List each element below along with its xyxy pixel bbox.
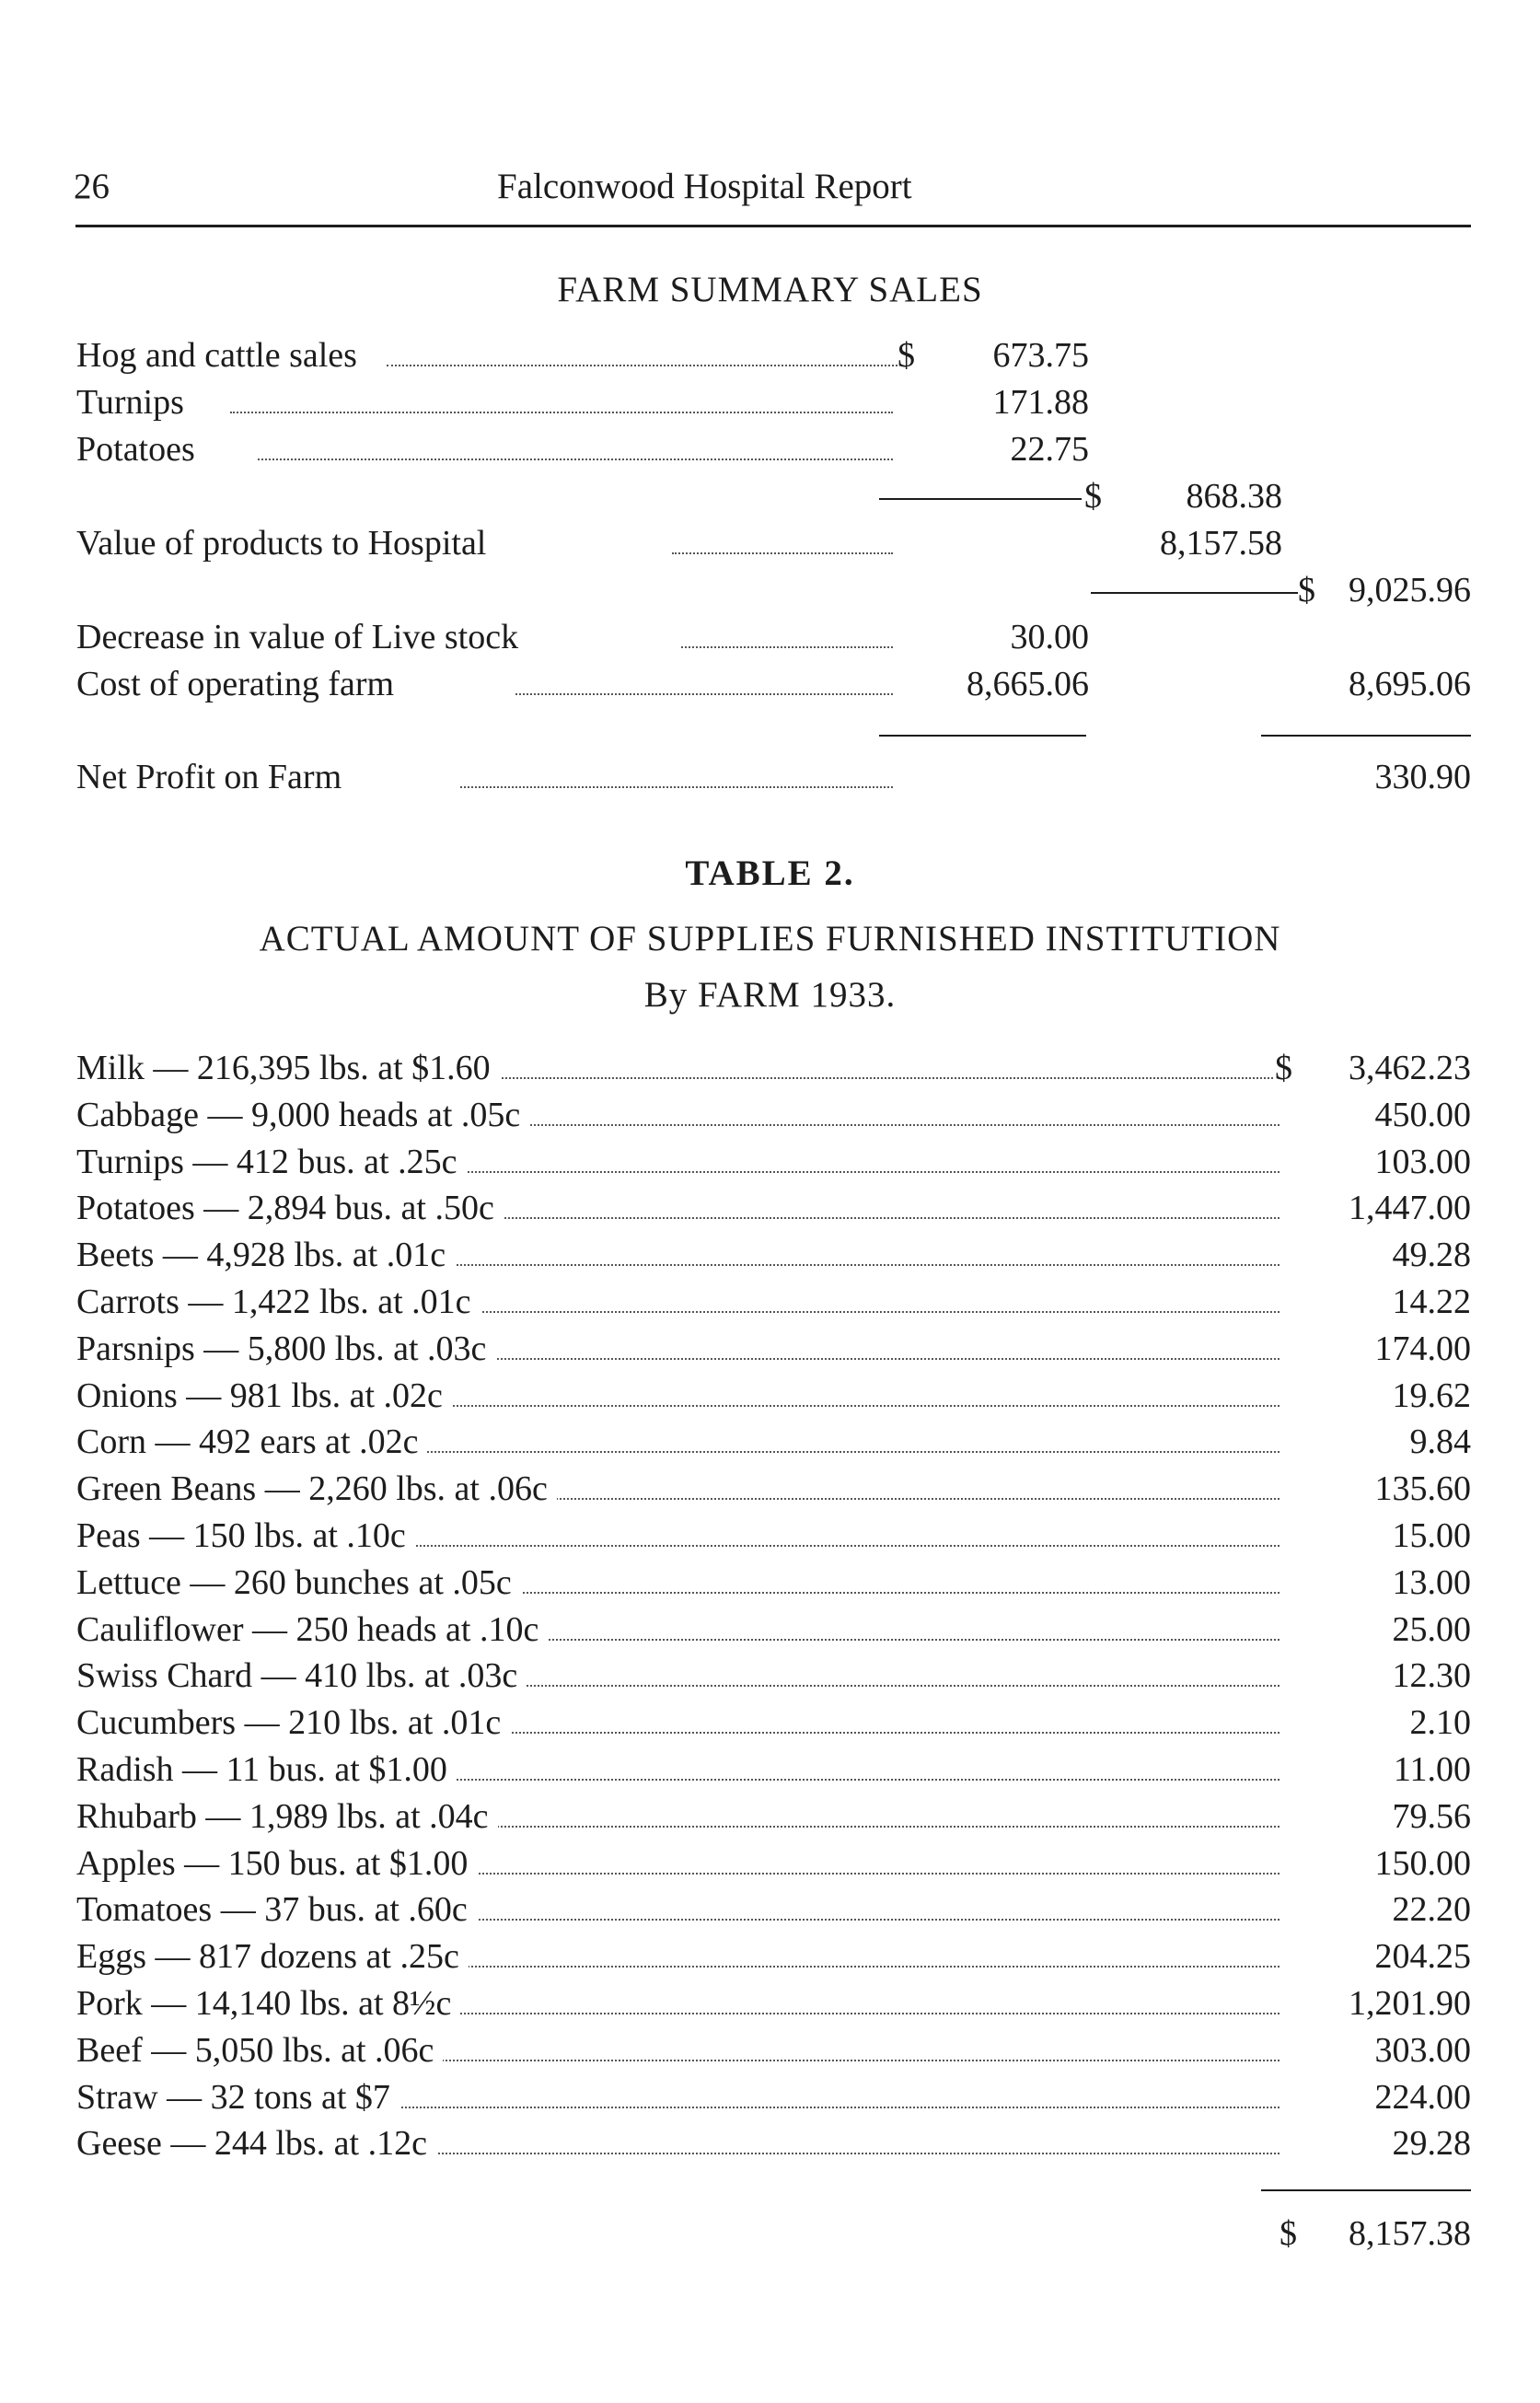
- row-label: Decrease in value of Live stock: [76, 617, 527, 657]
- summary-row-subtotal: [0, 476, 1540, 517]
- table-row: [0, 1095, 1540, 1135]
- item-amount: 22.20: [1385, 1889, 1472, 1930]
- total-rule: [1091, 592, 1298, 594]
- item-label: Pork — 14,140 lbs. at 8½c: [76, 1983, 460, 2024]
- table-row: [0, 1562, 1540, 1603]
- item-amount: 25.00: [1385, 1609, 1472, 1650]
- item-label: Cabbage — 9,000 heads at .05c: [76, 1095, 529, 1135]
- leader-dots: [387, 365, 897, 366]
- row-amount: 330.90: [1374, 758, 1471, 796]
- item-label: Carrots — 1,422 lbs. at .01c: [76, 1282, 481, 1322]
- running-title: Falconwood Hospital Report: [497, 167, 912, 206]
- currency-sign: $: [897, 336, 915, 375]
- table-subheading: ACTUAL AMOUNT OF SUPPLIES FURNISHED INSTITUTION: [259, 919, 1281, 958]
- table-row: [0, 1188, 1540, 1228]
- summary-row-net-profit: [0, 757, 1540, 797]
- item-amount: 11.00: [1386, 1749, 1471, 1790]
- item-label: Straw — 32 tons at $7: [76, 2077, 399, 2118]
- table-row: [0, 1749, 1540, 1790]
- table-row: [0, 2030, 1540, 2071]
- table-row: [0, 1468, 1540, 1509]
- leader-dots: [515, 693, 893, 695]
- item-amount: 174.00: [1368, 1329, 1472, 1369]
- leader-dots: [230, 412, 893, 413]
- item-amount: 12.30: [1385, 1655, 1472, 1696]
- row-total: 8,695.06: [1349, 665, 1471, 703]
- item-label: Eggs — 817 dozens at .25c: [76, 1936, 469, 1977]
- row-amount: 9,025.96: [1349, 571, 1471, 609]
- item-label: Green Beans — 2,260 lbs. at .06c: [76, 1468, 557, 1509]
- item-label: Cucumbers — 210 lbs. at .01c: [76, 1702, 510, 1743]
- leader-dots: [460, 786, 893, 788]
- row-amount: 30.00: [1010, 618, 1089, 656]
- leader-dots: [258, 459, 893, 460]
- leader-dots: [672, 552, 893, 554]
- item-amount: 49.28: [1385, 1235, 1472, 1275]
- item-label: Geese — 244 lbs. at .12c: [76, 2123, 436, 2164]
- item-amount: 135.60: [1368, 1468, 1472, 1509]
- summary-row-decrease-livestock: [0, 617, 1540, 657]
- item-label: Peas — 150 lbs. at .10c: [76, 1515, 415, 1556]
- column-rule: [1261, 735, 1471, 737]
- table-row: [0, 1843, 1540, 1884]
- item-amount: 450.00: [1368, 1095, 1472, 1135]
- row-label: Hog and cattle sales: [76, 335, 366, 376]
- table-row: [0, 2077, 1540, 2118]
- item-amount: 29.28: [1385, 2123, 1472, 2164]
- row-amount: 8,665.06: [967, 665, 1089, 703]
- item-label: Tomatoes — 37 bus. at .60c: [76, 1889, 477, 1930]
- item-amount: 3,462.23: [1341, 1048, 1471, 1088]
- total-rule: [1261, 2189, 1471, 2191]
- item-label: Potatoes — 2,894 bus. at .50c: [76, 1188, 504, 1228]
- item-amount: 1,447.00: [1341, 1188, 1471, 1228]
- table-subheading-year: By FARM 1933.: [643, 975, 897, 1015]
- supplies-total: 8,157.38: [1349, 2214, 1471, 2253]
- item-label: Cauliflower — 250 heads at .10c: [76, 1609, 548, 1650]
- currency-sign: $: [1084, 477, 1102, 516]
- summary-row-hog-cattle: [0, 335, 1540, 376]
- currency-sign: $: [1279, 2214, 1297, 2253]
- item-amount: 13.00: [1385, 1562, 1472, 1603]
- item-label: Onions — 981 lbs. at .02c: [76, 1376, 452, 1416]
- farm-summary-heading: FARM SUMMARY SALES: [557, 270, 983, 309]
- column-rule: [879, 735, 1086, 737]
- item-label: Corn — 492 ears at .02c: [76, 1422, 427, 1462]
- table-row: [0, 1048, 1540, 1088]
- row-amount: 673.75: [992, 336, 1089, 375]
- item-label: Beets — 4,928 lbs. at .01c: [76, 1235, 455, 1275]
- table-row: [0, 2123, 1540, 2164]
- item-label: Beef — 5,050 lbs. at .06c: [76, 2030, 443, 2071]
- item-amount: 103.00: [1368, 1142, 1472, 1182]
- item-amount: 14.22: [1385, 1282, 1472, 1322]
- item-amount: 79.56: [1385, 1796, 1472, 1837]
- item-amount: 19.62: [1385, 1376, 1472, 1416]
- row-label: Potatoes: [76, 429, 204, 470]
- item-amount: 150.00: [1368, 1843, 1472, 1884]
- table-row: [0, 1609, 1540, 1650]
- item-label: Radish — 11 bus. at $1.00: [76, 1749, 457, 1790]
- page-number: 26: [74, 167, 110, 206]
- table-row: [0, 1376, 1540, 1416]
- item-amount: 2.10: [1403, 1702, 1472, 1743]
- supplies-total-row: [0, 2213, 1540, 2254]
- leader-dots: [681, 646, 893, 648]
- item-label: Lettuce — 260 bunches at .05c: [76, 1562, 521, 1603]
- table-row: [0, 1235, 1540, 1275]
- table-row: [0, 1655, 1540, 1696]
- summary-row-potatoes: [0, 429, 1540, 470]
- table-row: [0, 1422, 1540, 1462]
- currency-sign: $: [1298, 571, 1315, 609]
- table-row: [0, 1983, 1540, 2024]
- summary-row-cost-operating: [0, 664, 1540, 704]
- summary-row-turnips: [0, 382, 1540, 423]
- row-amount: 868.38: [1186, 477, 1282, 516]
- row-amount: 171.88: [992, 383, 1089, 422]
- item-amount: 303.00: [1368, 2030, 1472, 2071]
- item-amount: 15.00: [1385, 1515, 1472, 1556]
- table-row: [0, 1282, 1540, 1322]
- item-amount: 1,201.90: [1341, 1983, 1471, 2024]
- row-label: Turnips: [76, 382, 193, 423]
- table-row: [0, 1889, 1540, 1930]
- item-label: Turnips — 412 bus. at .25c: [76, 1142, 466, 1182]
- row-amount: 8,157.58: [1160, 524, 1282, 563]
- header-rule: [75, 225, 1471, 227]
- row-label: Cost of operating farm: [76, 664, 403, 704]
- item-amount: 224.00: [1368, 2077, 1472, 2118]
- item-label: Apples — 150 bus. at $1.00: [76, 1843, 477, 1884]
- table-row: [0, 1515, 1540, 1556]
- summary-row-total-income: [0, 570, 1540, 610]
- leader-dots: [276, 2107, 1279, 2108]
- table-row: [0, 1702, 1540, 1743]
- row-amount: 22.75: [1010, 430, 1089, 469]
- table-row: [0, 1796, 1540, 1837]
- item-label: Rhubarb — 1,989 lbs. at .04c: [76, 1796, 498, 1837]
- row-label: Value of products to Hospital: [76, 523, 495, 563]
- summary-row-value-products: [0, 523, 1540, 563]
- item-amount: 204.25: [1368, 1936, 1472, 1977]
- leader-dots: [276, 1545, 1279, 1547]
- item-label: Swiss Chard — 410 lbs. at .03c: [76, 1655, 527, 1696]
- item-label: Milk — 216,395 lbs. at $1.60: [76, 1048, 500, 1088]
- item-amount: 9.84: [1403, 1422, 1472, 1462]
- table-heading: TABLE 2.: [685, 853, 855, 893]
- table-row: [0, 1142, 1540, 1182]
- total-rule: [879, 498, 1082, 500]
- row-label: Net Profit on Farm: [76, 757, 351, 797]
- table-row: [0, 1329, 1540, 1369]
- currency-sign: $: [1275, 1049, 1292, 1087]
- item-label: Parsnips — 5,800 lbs. at .03c: [76, 1329, 495, 1369]
- table-row: [0, 1936, 1540, 1977]
